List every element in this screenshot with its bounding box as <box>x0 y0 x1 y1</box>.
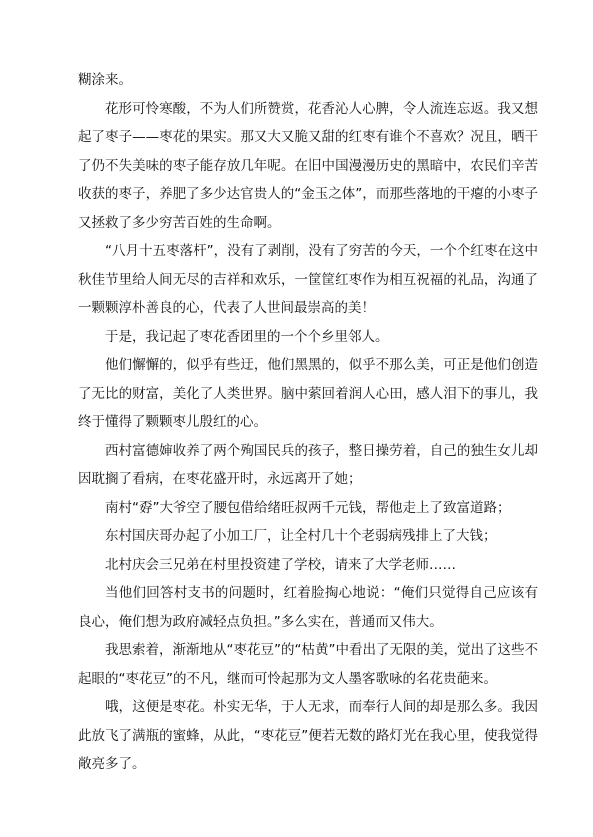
paragraph-8: 东村国庆哥办起了小加工厂，让全村几十个老弱病残排上了大钱； <box>105 528 497 544</box>
paragraph-12: 哦，这便是枣花。朴实无华，于人无求，而奉行人间的却是那么多。我因此放飞了满瓶的蜜蜂，从此，“枣花豆”便若无数的路灯光在我心里，使我觉得敞亮多了。 <box>78 699 538 772</box>
paragraph-9: 北村庆会三兄弟在村里投资建了学校，请来了大学老师…… <box>105 556 456 573</box>
paragraph-7: 南村“孬”大爷空了腰包借给绪旺叔两千元钱，帮他走上了致富道路； <box>105 499 511 516</box>
paragraph-2: 花形可怜寒酸，不为人们所赞赏，花香沁人心脾，令人流连忘返。我又想起了枣子——枣花的果实。那又大又脆又甜的红枣有谁个不喜欢？况且，晒干了仍不失美味的枣子能存放几年呢。在旧中国漫漫历史的黑暗中，农民们辛苦收获的枣子，养肥了多少达官贵人的“金玉之体”，而那些落地的干瘪的小枣子又拯救了多少穷苦百姓的生命啊。 <box>78 100 538 231</box>
document-body <box>78 66 538 779</box>
paragraph-10: 当他们回答村支书的问题时，红着脸掏心地说：“俺们只觉得自己应该有良心，俺们想为政府减轻点负担。”多么实在，普通而又伟大。 <box>78 585 538 630</box>
paragraph-1: 糊涂来。 <box>78 72 132 88</box>
paragraph-3: “八月十五枣落杆”，没有了剥削，没有了穷苦的今天，一个个红枣在这中秋佳节里给人间无尽的吉祥和欢乐，一筐筐红枣作为相互祝福的礼品，沟通了一颗颗淳朴善良的心，代表了人世间最崇高的美！ <box>78 243 538 316</box>
paragraph-6: 西村富德婶收养了两个殉国民兵的孩子，整日操劳着，自己的独生女儿却因耽搁了看病，在枣花盛开时，永远离开了她； <box>78 442 538 487</box>
paragraph-11: 我思索着，渐渐地从“枣花豆”的“枯黄”中看出了无限的美，觉出了这些不起眼的“枣花豆”的不凡，继而可怜起那为文人墨客歌咏的名花贵葩来。 <box>78 642 538 687</box>
paragraph-4: 于是，我记起了枣花香团里的一个个乡里邻人。 <box>105 328 389 345</box>
paragraph-5: 他们懈懈的，似乎有些迂，他们黑黑的，似乎不那么美，可正是他们创造了无比的财富，美化了人类世界。脑中萦回着润人心田，感人泪下的事儿，我终于懂得了颗颗枣儿殷红的心。 <box>78 357 538 430</box>
